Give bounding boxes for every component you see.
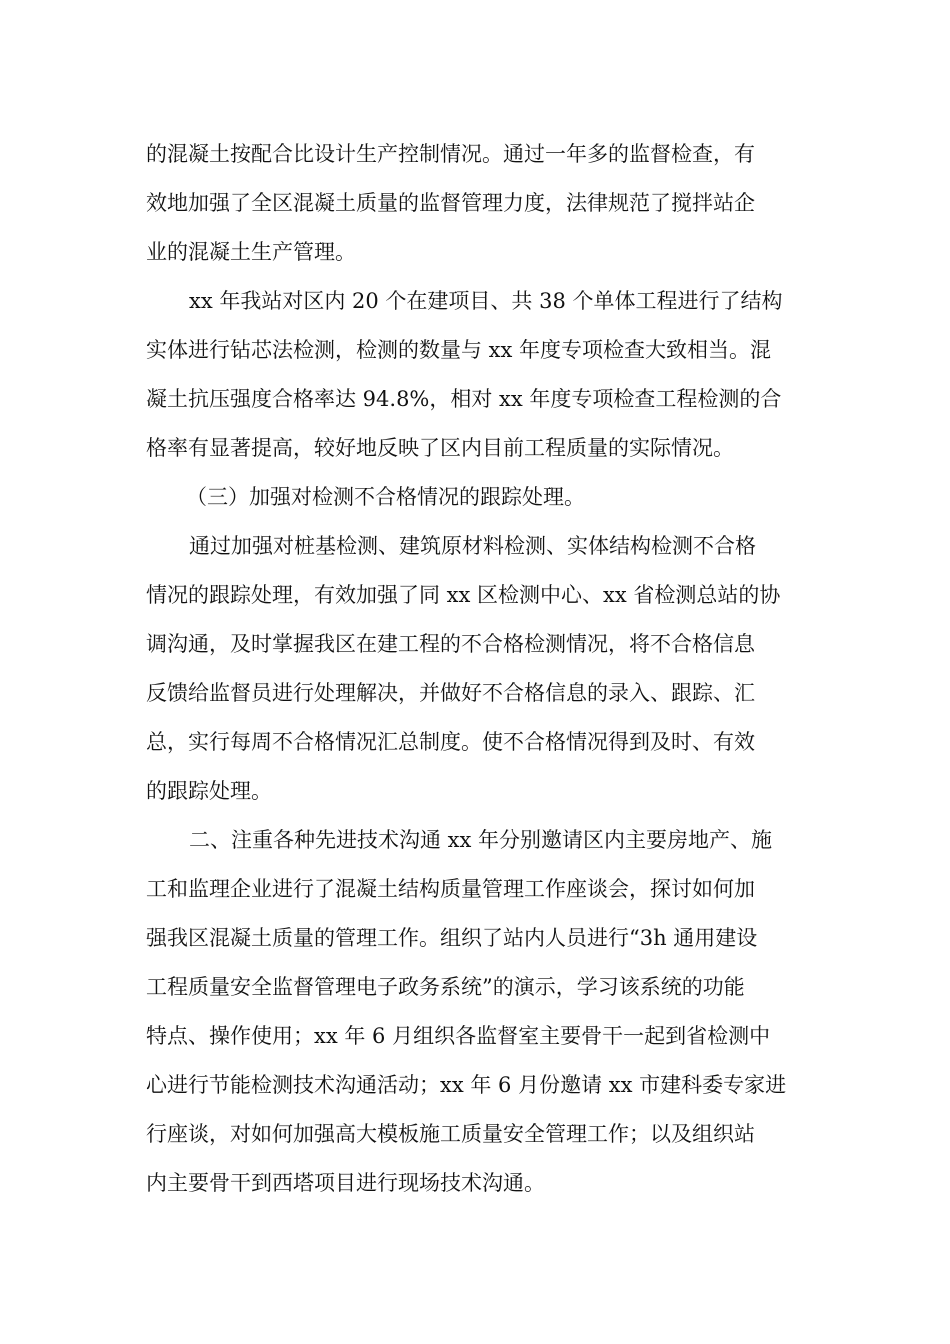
body-line-2: 效地加强了全区混凝土质量的监督管理力度，法律规范了搅拌站企: [146, 191, 755, 215]
body-line-22: 内主要骨干到西塔项目进行现场技术沟通。: [146, 1171, 545, 1195]
body-line-13: 总，实行每周不合格情况汇总制度。使不合格情况得到及时、有效: [146, 730, 755, 754]
body-line-6: 凝土抗压强度合格率达 94.8%，相对 xx 年度专项检查工程检测的合: [146, 387, 782, 411]
body-line-1: 的混凝土按配合比设计生产控制情况。通过一年多的监督检查，有: [146, 142, 755, 166]
body-line-11: 调沟通，及时掌握我区在建工程的不合格检测情况，将不合格信息: [146, 632, 755, 656]
body-line-5: 实体进行钻芯法检测，检测的数量与 xx 年度专项检查大致相当。混: [146, 338, 772, 362]
body-line-12: 反馈给监督员进行处理解决，并做好不合格信息的录入、跟踪、汇: [146, 681, 755, 705]
paragraph-start-line: xx 年我站对区内 20 个在建项目、共 38 个单体工程进行了结构: [189, 289, 783, 313]
body-line-20: 心进行节能检测技术沟通活动；xx 年 6 月份邀请 xx 市建科委专家进: [146, 1073, 787, 1097]
body-line-14: 的跟踪处理。: [146, 779, 272, 803]
body-line-19: 特点、操作使用；xx 年 6 月组织各监督室主要骨干一起到省检测中: [146, 1024, 771, 1048]
body-line-3: 业的混凝土生产管理。: [146, 240, 356, 264]
body-line-16: 工和监理企业进行了混凝土结构质量管理工作座谈会，探讨如何加: [146, 877, 755, 901]
paragraph-start-line: 通过加强对桩基检测、建筑原材料检测、实体结构检测不合格: [189, 534, 756, 558]
body-line-18: 工程质量安全监督管理电子政务系统”的演示，学习该系统的功能: [146, 975, 745, 999]
body-line-17: 强我区混凝土质量的管理工作。组织了站内人员进行“3h 通用建设: [146, 926, 758, 950]
section-heading: （三）加强对检测不合格情况的跟踪处理。: [186, 485, 585, 509]
body-line-10: 情况的跟踪处理，有效加强了同 xx 区检测中心、xx 省检测总站的协: [146, 583, 781, 607]
document-body: [146, 130, 806, 1208]
paragraph-start-line: 二、注重各种先进技术沟通 xx 年分别邀请区内主要房地产、施: [189, 828, 773, 852]
body-line-21: 行座谈，对如何加强高大模板施工质量安全管理工作；以及组织站: [146, 1122, 755, 1146]
body-line-7: 格率有显著提高，较好地反映了区内目前工程质量的实际情况。: [146, 436, 734, 460]
